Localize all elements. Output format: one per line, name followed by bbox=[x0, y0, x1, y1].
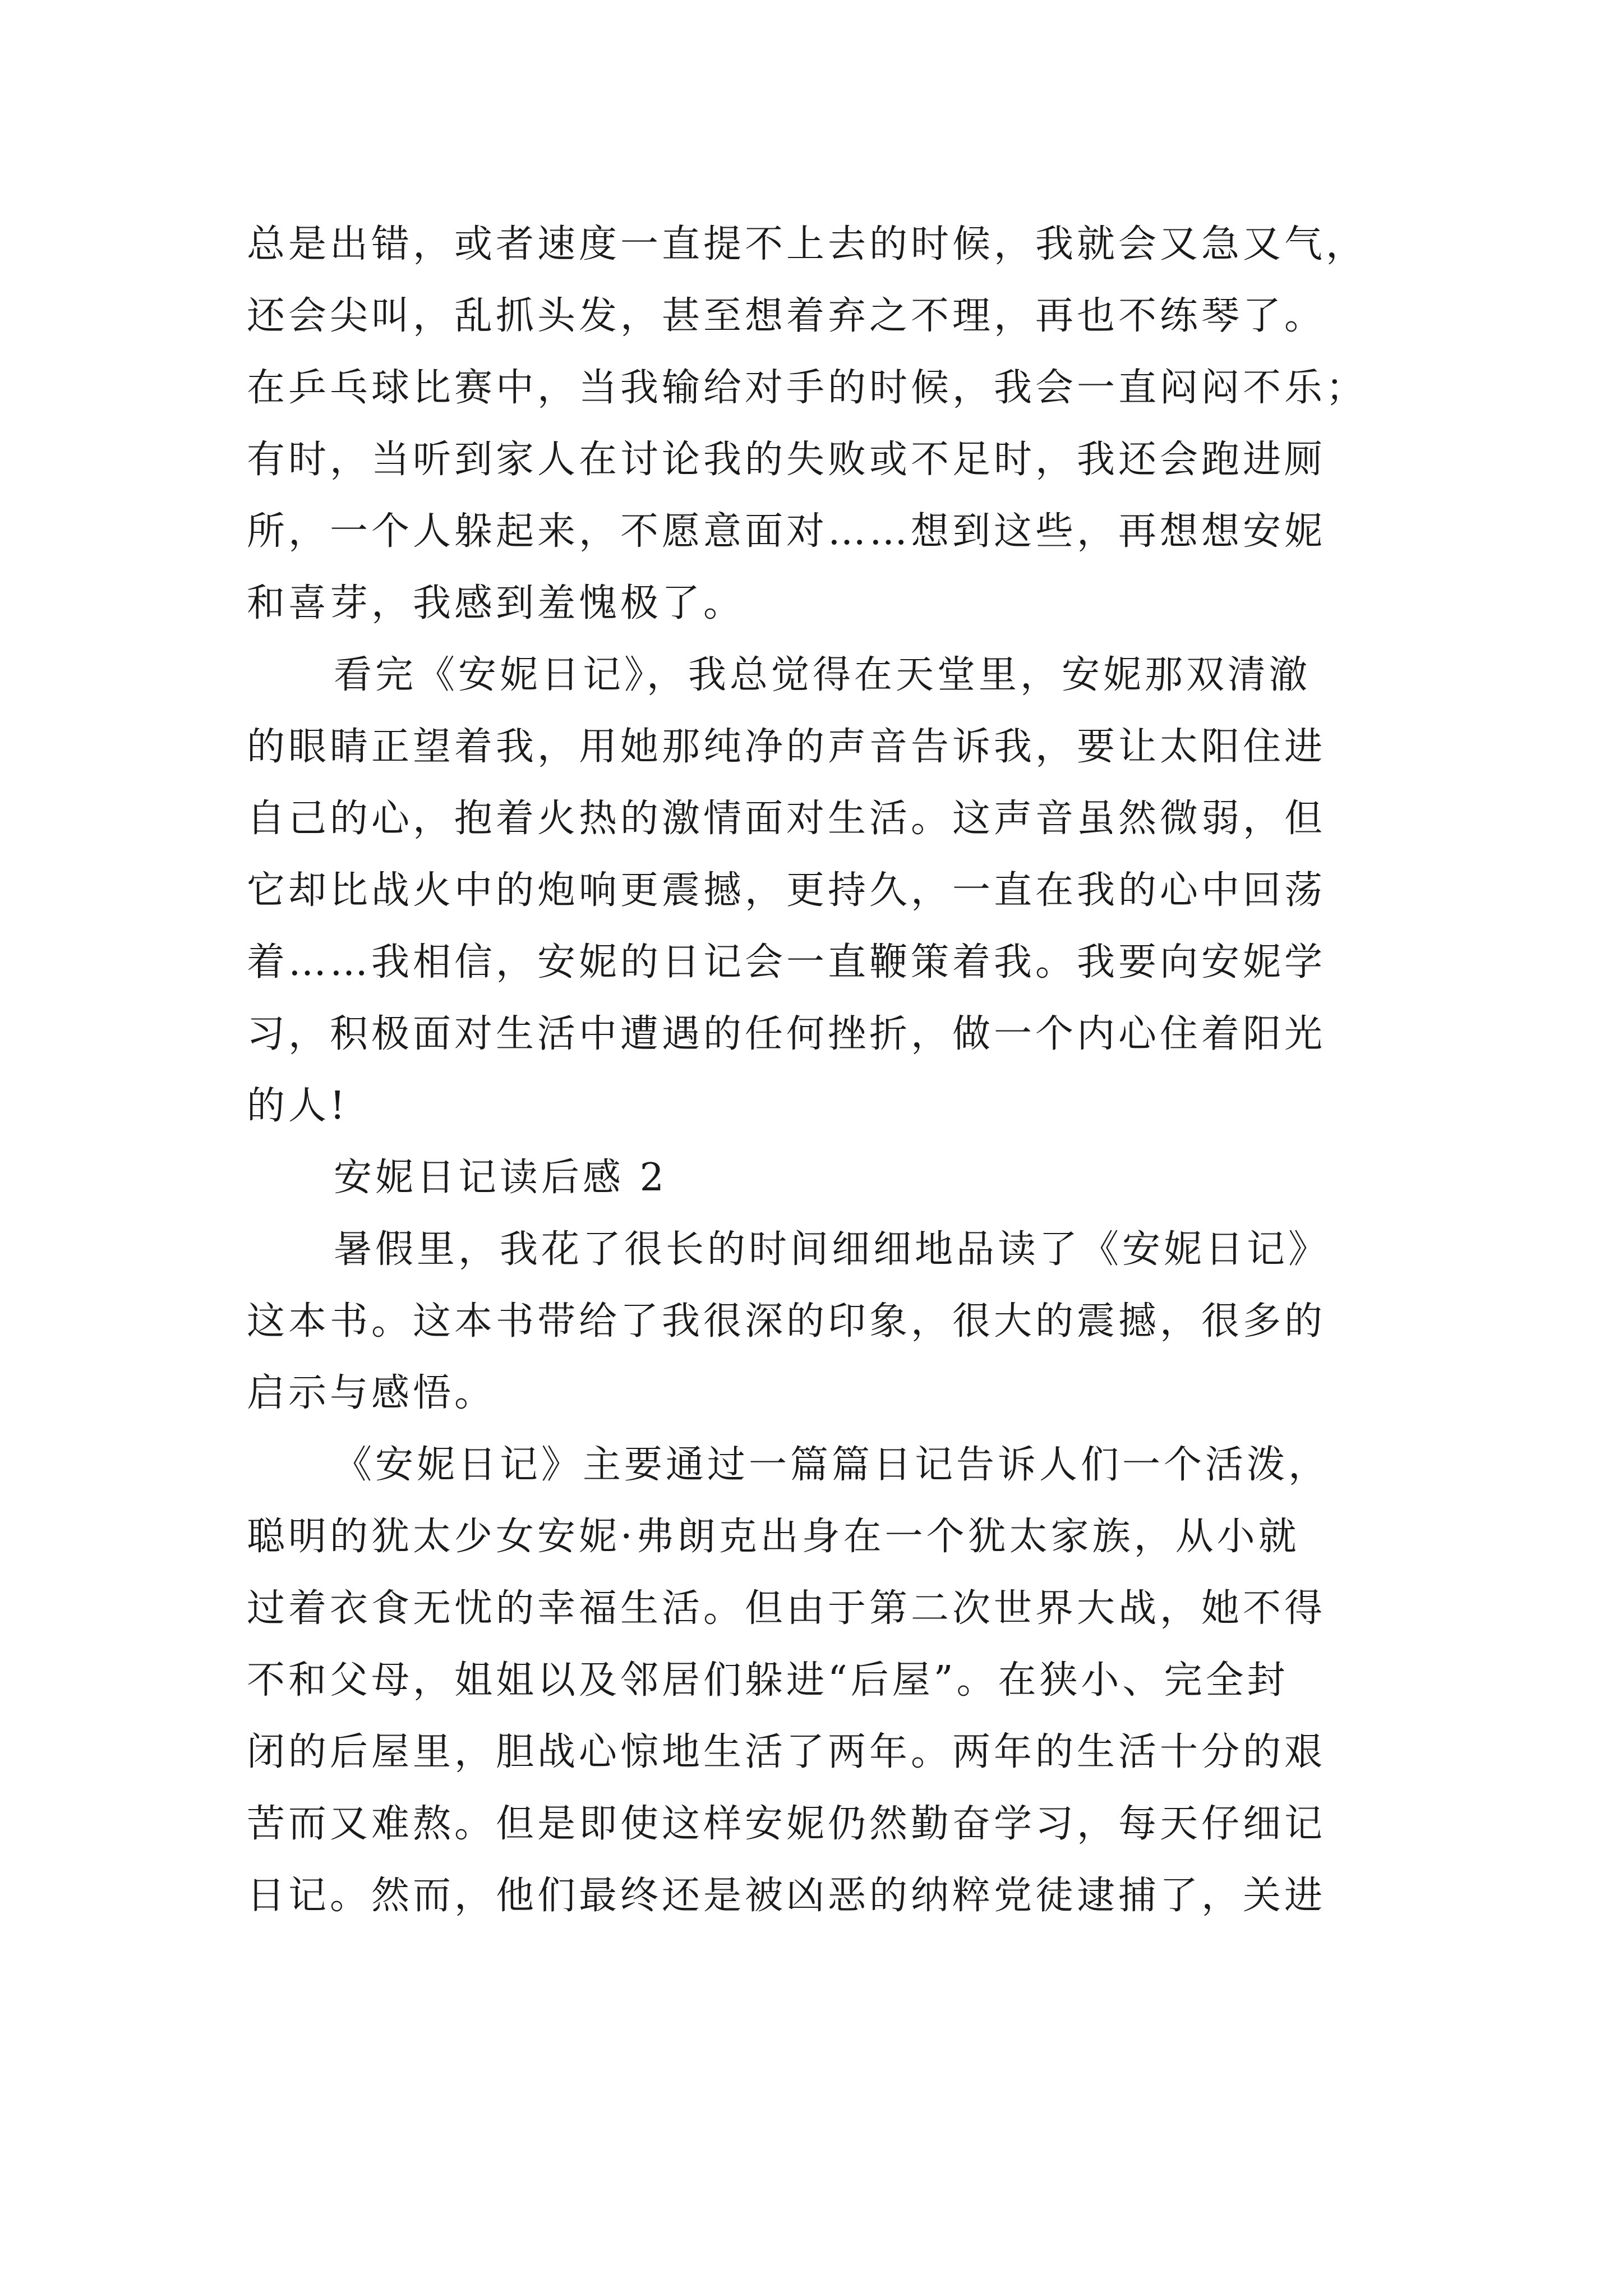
section-heading: 安妮日记读后感 2 bbox=[334, 1156, 667, 1200]
text-line: 日记。然而，他们最终还是被凶恶的纳粹党徒逮捕了，关进 bbox=[247, 1874, 1326, 1918]
text-line: 习，积极面对生活中遭遇的任何挫折，做一个内心住着阳光 bbox=[247, 1012, 1326, 1056]
text-line: 所，一个人躲起来，不愿意面对……想到这些，再想想安妮 bbox=[247, 509, 1326, 554]
text-line: 的人! bbox=[247, 1084, 349, 1128]
text-line: 这本书。这本书带给了我很深的印象，很大的震撼，很多的 bbox=[247, 1299, 1326, 1343]
text-line: 不和父母，姐姐以及邻居们躲进“后屋”。在狭小、完全封 bbox=[247, 1658, 1289, 1703]
text-line: 还会尖叫，乱抓头发，甚至想着弃之不理，再也不练琴了。 bbox=[247, 294, 1326, 338]
text-line: 的眼睛正望着我，用她那纯净的声音告诉我，要让太阳住进 bbox=[247, 725, 1326, 769]
text-line: 和喜芽，我感到羞愧极了。 bbox=[247, 581, 745, 625]
text-line: 启示与感悟。 bbox=[247, 1371, 496, 1415]
text-line: 聪明的犹太少女安妮·弗朗克出身在一个犹太家族，从小就 bbox=[247, 1515, 1300, 1559]
paragraph-first-line: 暑假里，我花了很长的时间细细地品读了《安妮日记》 bbox=[334, 1227, 1330, 1272]
body-text bbox=[247, 209, 1391, 1932]
text-line: 闭的后屋里，胆战心惊地生活了两年。两年的生活十分的艰 bbox=[247, 1730, 1326, 1774]
text-line: 它却比战火中的炮响更震撼，更持久，一直在我的心中回荡 bbox=[247, 868, 1326, 913]
text-line: 过着衣食无忧的幸福生活。但由于第二次世界大战，她不得 bbox=[247, 1586, 1326, 1631]
text-line: 着……我相信，安妮的日记会一直鞭策着我。我要向安妮学 bbox=[247, 940, 1326, 984]
text-line: 总是出错，或者速度一直提不上去的时候，我就会又急又气， bbox=[247, 222, 1368, 266]
text-line: 在乒乓球比赛中，当我输给对手的时候，我会一直闷闷不乐； bbox=[247, 366, 1368, 410]
text-line: 苦而又难熬。但是即使这样安妮仍然勤奋学习，每天仔细记 bbox=[247, 1802, 1326, 1846]
paragraph-first-line: 《安妮日记》主要通过一篇篇日记告诉人们一个活泼， bbox=[334, 1443, 1330, 1487]
paragraph-first-line: 看完《安妮日记》，我总觉得在天堂里，安妮那双清澈 bbox=[334, 653, 1311, 697]
text-line: 有时，当听到家人在讨论我的失败或不足时，我还会跑进厕 bbox=[247, 438, 1326, 482]
text-line: 自己的心，抱着火热的激情面对生活。这声音虽然微弱，但 bbox=[247, 797, 1326, 841]
